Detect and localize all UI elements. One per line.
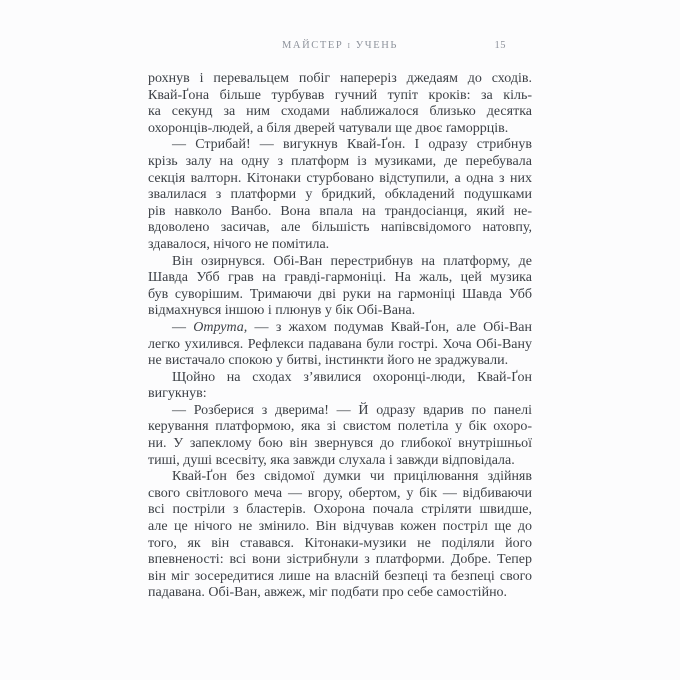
text-line: керування платформою, яка зі свистом полетіла у бік охоро- xyxy=(148,419,532,435)
text-line: охоронців-людей, а біля дверей чатували ще двоє ґаморрців. xyxy=(148,120,509,136)
text-line: рів навколо Ванбо. Вона впала на трандосіанця, який не- xyxy=(148,203,532,219)
text-line: вдоволено засичав, але більшість напівсвідомого натовпу, xyxy=(148,220,532,236)
paragraph xyxy=(148,469,532,602)
text-line: ка секунд за ним сходами наближалося близько десятка xyxy=(148,104,532,120)
text-line: секція валторн. Кітонаки стурбовано відступили, а одна з них xyxy=(148,170,532,186)
chapter-title-conjunction: і xyxy=(347,40,352,51)
chapter-title xyxy=(148,40,532,51)
text-line xyxy=(148,320,532,337)
page-number: 15 xyxy=(494,40,506,51)
text-line: звалилася з платформи у бридкий, обкладений подушками xyxy=(148,187,532,203)
paragraph xyxy=(148,71,532,137)
text-line: легко ухилився. Рефлекси падавана були гострі. Хоча Обі-Вану xyxy=(148,336,532,352)
text-line: він міг зосередитися лише на власній безпеці та безпеці свого xyxy=(148,568,532,584)
paragraph xyxy=(148,320,532,370)
text-line: Щойно на сходах з’явилися охоронці-люди, Квай-Ґон xyxy=(172,369,532,385)
text-line: Шавда Убб грав на гравді-гармоніці. На жаль, цей музика xyxy=(148,270,532,286)
italic-text-segment: Отрута, xyxy=(193,319,248,335)
text-line: Він озирнувся. Обі-Ван перестрибнув на платформу, де xyxy=(172,253,532,269)
text-line: падавана. Обі-Ван, авжеж, міг подбати про себе самостійно. xyxy=(148,585,508,601)
text-line: але це нічого не змінило. Він відчував кожен постріл ще до xyxy=(148,519,532,535)
text-line: ни. У запеклому бою він звернувся до глибокої внутрішньої xyxy=(148,436,532,452)
text-segment: — з жахом подумав Квай-Ґон, але Обі-Ван xyxy=(247,319,532,335)
text-line: здавалося, нічого не помітила. xyxy=(148,236,330,252)
text-line: Квай-Ґон без свідомої думки чи прицілювання здійняв xyxy=(172,469,532,485)
text-line: рохнув і перевальцем побіг напереріз джедаям до сходів. xyxy=(148,71,532,86)
text-line: тиші, душі всесвіту, яка завжди слухала і завжди відповідала. xyxy=(148,452,515,468)
chapter-title-left: МАЙСТЕР xyxy=(281,40,344,51)
text-line: — Стрибай! — вигукнув Квай-Ґон. І одразу стрибнув xyxy=(172,137,532,153)
text-line: всі постріли з бластерів. Охорона почала стріляти швидше, xyxy=(148,502,532,518)
chapter-title-right: УЧЕНЬ xyxy=(355,40,399,51)
text-line: був суворішим. Тримаючи дві руки на гармоніці Шавда Убб xyxy=(148,286,532,302)
text-block xyxy=(148,71,532,602)
text-line: вигукнув: xyxy=(148,386,207,402)
paragraph xyxy=(148,254,532,320)
running-header xyxy=(148,40,532,54)
text-line: свого світлового меча — вгору, обертом, у бік — відбиваючи xyxy=(148,485,532,501)
text-line: того, як він ставався. Кітонаки-музики не поділяли його xyxy=(148,535,532,551)
text-line: відмахнувся іншою і плюнув у бік Обі-Вана. xyxy=(148,303,416,319)
text-line: Квай-Ґона більше турбував гучний тупіт кроків: за кіль- xyxy=(148,87,532,103)
paragraph xyxy=(148,370,532,403)
paragraph xyxy=(148,403,532,469)
paragraph xyxy=(148,137,532,253)
text-line: не вистачало спокою у битві, інстинкти його не зраджували. xyxy=(148,353,509,369)
text-line: впевненості: всі вони зістрибнули з платформи. Добре. Тепер xyxy=(148,552,532,568)
text-line: крізь залу на одну з платформ із музиками, де перебувала xyxy=(148,153,532,169)
text-segment: — xyxy=(172,319,194,335)
text-line: — Розберися з дверима! — Й одразу вдарив по панелі xyxy=(172,402,532,418)
